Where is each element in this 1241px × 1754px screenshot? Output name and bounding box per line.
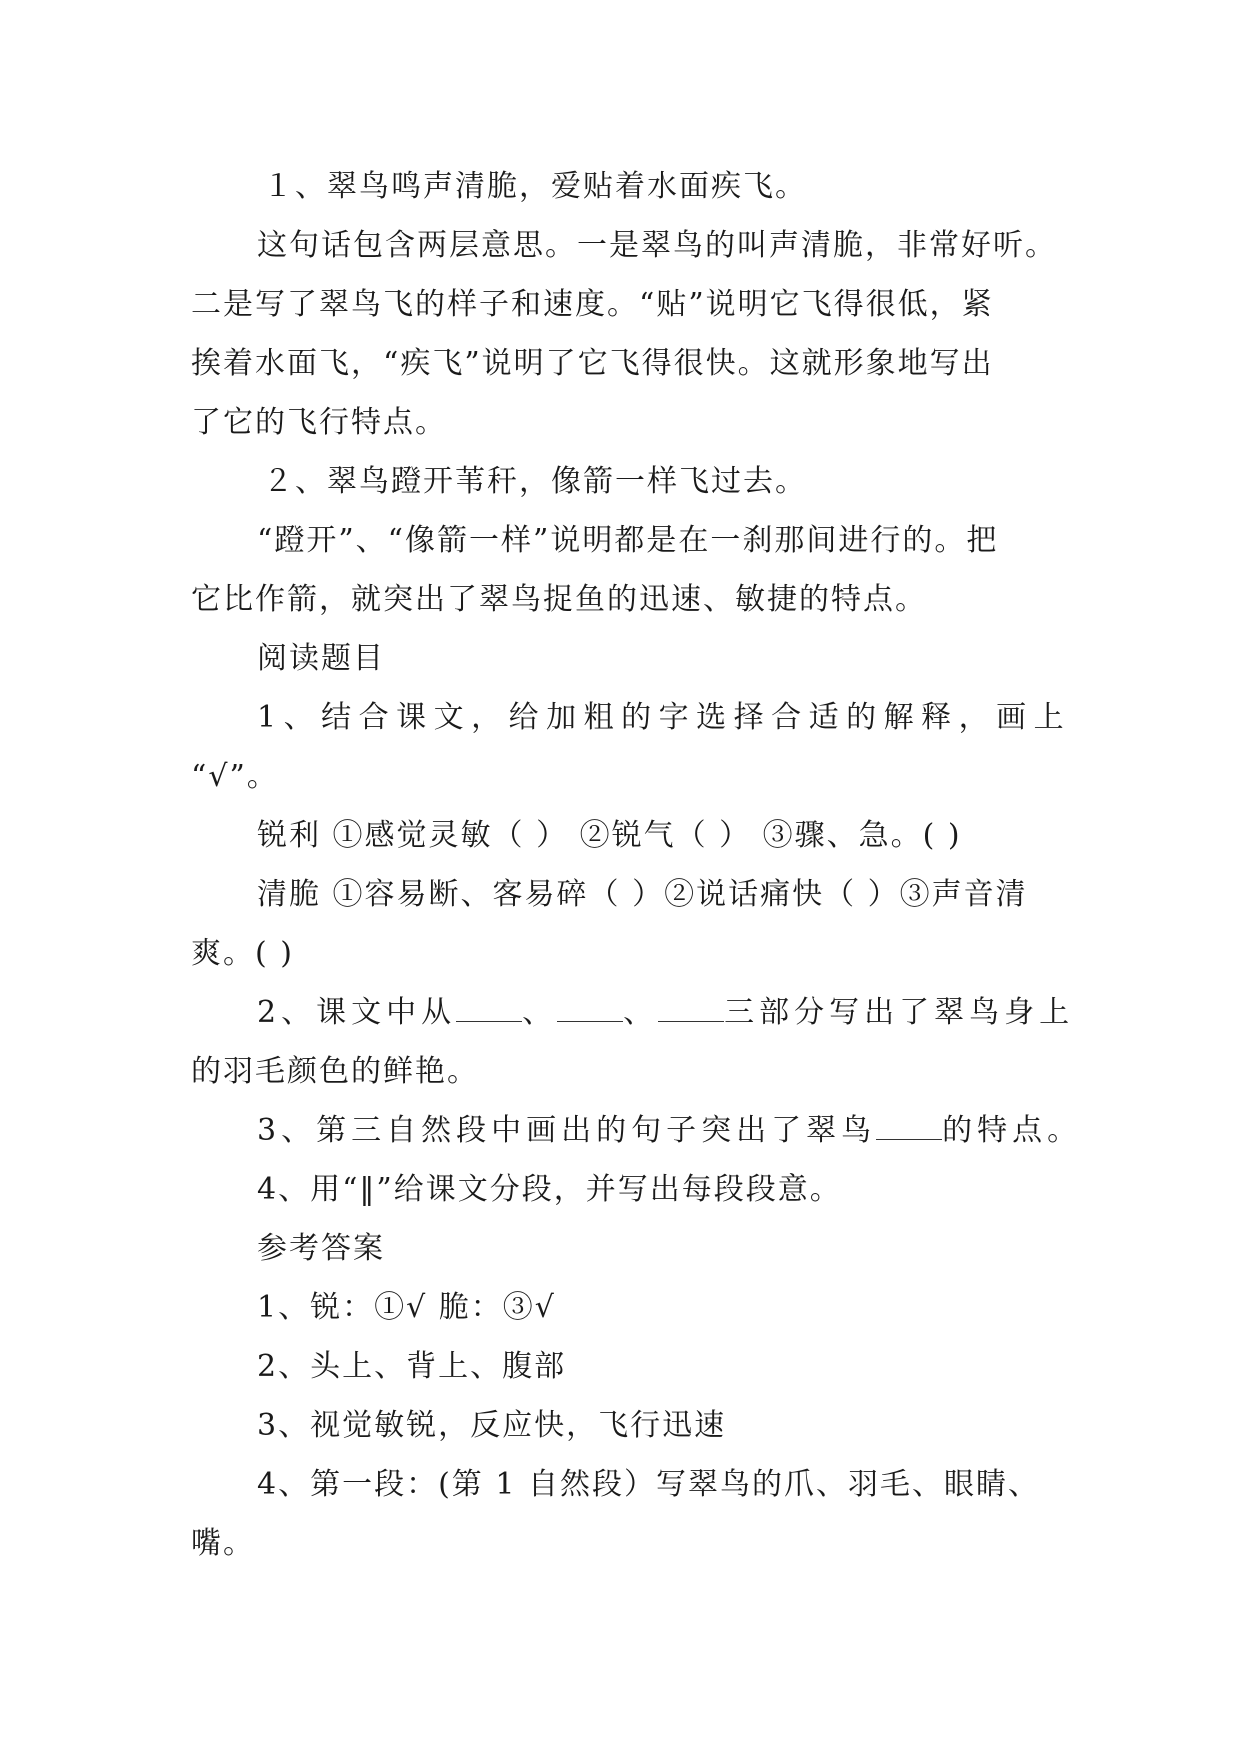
question-1-option-qingcui: 清脆 ①容易断、客易碎（ ）②说话痛快（ ）③声音清	[257, 877, 1028, 912]
question-3-part-d: 的特点。	[942, 1113, 1083, 1148]
answer-1: 1、锐：①√ 脆：③√	[257, 1290, 556, 1325]
answer-3: 3、视觉敏锐，反应快，飞行迅速	[257, 1408, 727, 1443]
text-line-7: “蹬开”、“像箭一样”说明都是在一刹那间进行的。把	[257, 523, 999, 558]
answer-blank[interactable]	[876, 1113, 942, 1140]
answer-blank[interactable]	[658, 995, 724, 1022]
section-heading-answers: 参考答案	[257, 1231, 385, 1266]
text-line-2: 这句话包含两层意思。一是翠鸟的叫声清脆，非常好听。	[257, 228, 1057, 263]
question-1-cont: “√”。	[191, 759, 279, 794]
document-body	[191, 157, 1083, 1573]
question-4: 4、用“‖”给课文分段，并写出每段段意。	[257, 1172, 842, 1207]
answer-blank[interactable]	[456, 995, 522, 1022]
question-2-part-b: 、	[522, 995, 558, 1030]
question-2	[191, 983, 1075, 1042]
question-1: 1、结合课文，给加粗的字选择合适的解释，画上	[257, 700, 1072, 735]
answer-4: 4、第一段：(第 1 自然段）写翠鸟的爪、羽毛、眼睛、	[257, 1467, 1040, 1502]
answer-4-cont: 嘴。	[191, 1526, 255, 1561]
question-1-option-ruili: 锐利 ①感觉灵敏（ ） ②锐气（ ） ③骤、急。( )	[257, 818, 962, 853]
question-2-part-d: 三部分写出了翠鸟身上	[724, 995, 1075, 1030]
section-heading-reading: 阅读题目	[257, 641, 385, 676]
text-line-8: 它比作箭，就突出了翠鸟捉鱼的迅速、敏捷的特点。	[191, 582, 927, 617]
answer-blank[interactable]	[557, 995, 623, 1022]
answer-2: 2、头上、背上、腹部	[257, 1349, 567, 1384]
text-line-5: 了它的飞行特点。	[191, 405, 447, 440]
question-3	[191, 1101, 1083, 1160]
question-2-cont: 的羽毛颜色的鲜艳。	[191, 1054, 479, 1089]
question-2-part-a: 2、课文中从	[257, 995, 457, 1030]
text-line-1: １、翠鸟鸣声清脆，爱贴着水面疾飞。	[263, 169, 807, 204]
question-2-part-c: 、	[623, 995, 659, 1030]
question-3-part-a: 3、第三自然段中画出的句子突出了翠鸟	[257, 1113, 877, 1148]
question-1-option-cont: 爽。( )	[191, 936, 294, 971]
text-line-3: 二是写了翠鸟飞的样子和速度。“贴”说明它飞得很低，紧	[191, 287, 994, 322]
text-line-6: ２、翠鸟蹬开苇秆，像箭一样飞过去。	[263, 464, 807, 499]
text-line-4: 挨着水面飞，“疾飞”说明了它飞得很快。这就形象地写出	[191, 346, 994, 381]
